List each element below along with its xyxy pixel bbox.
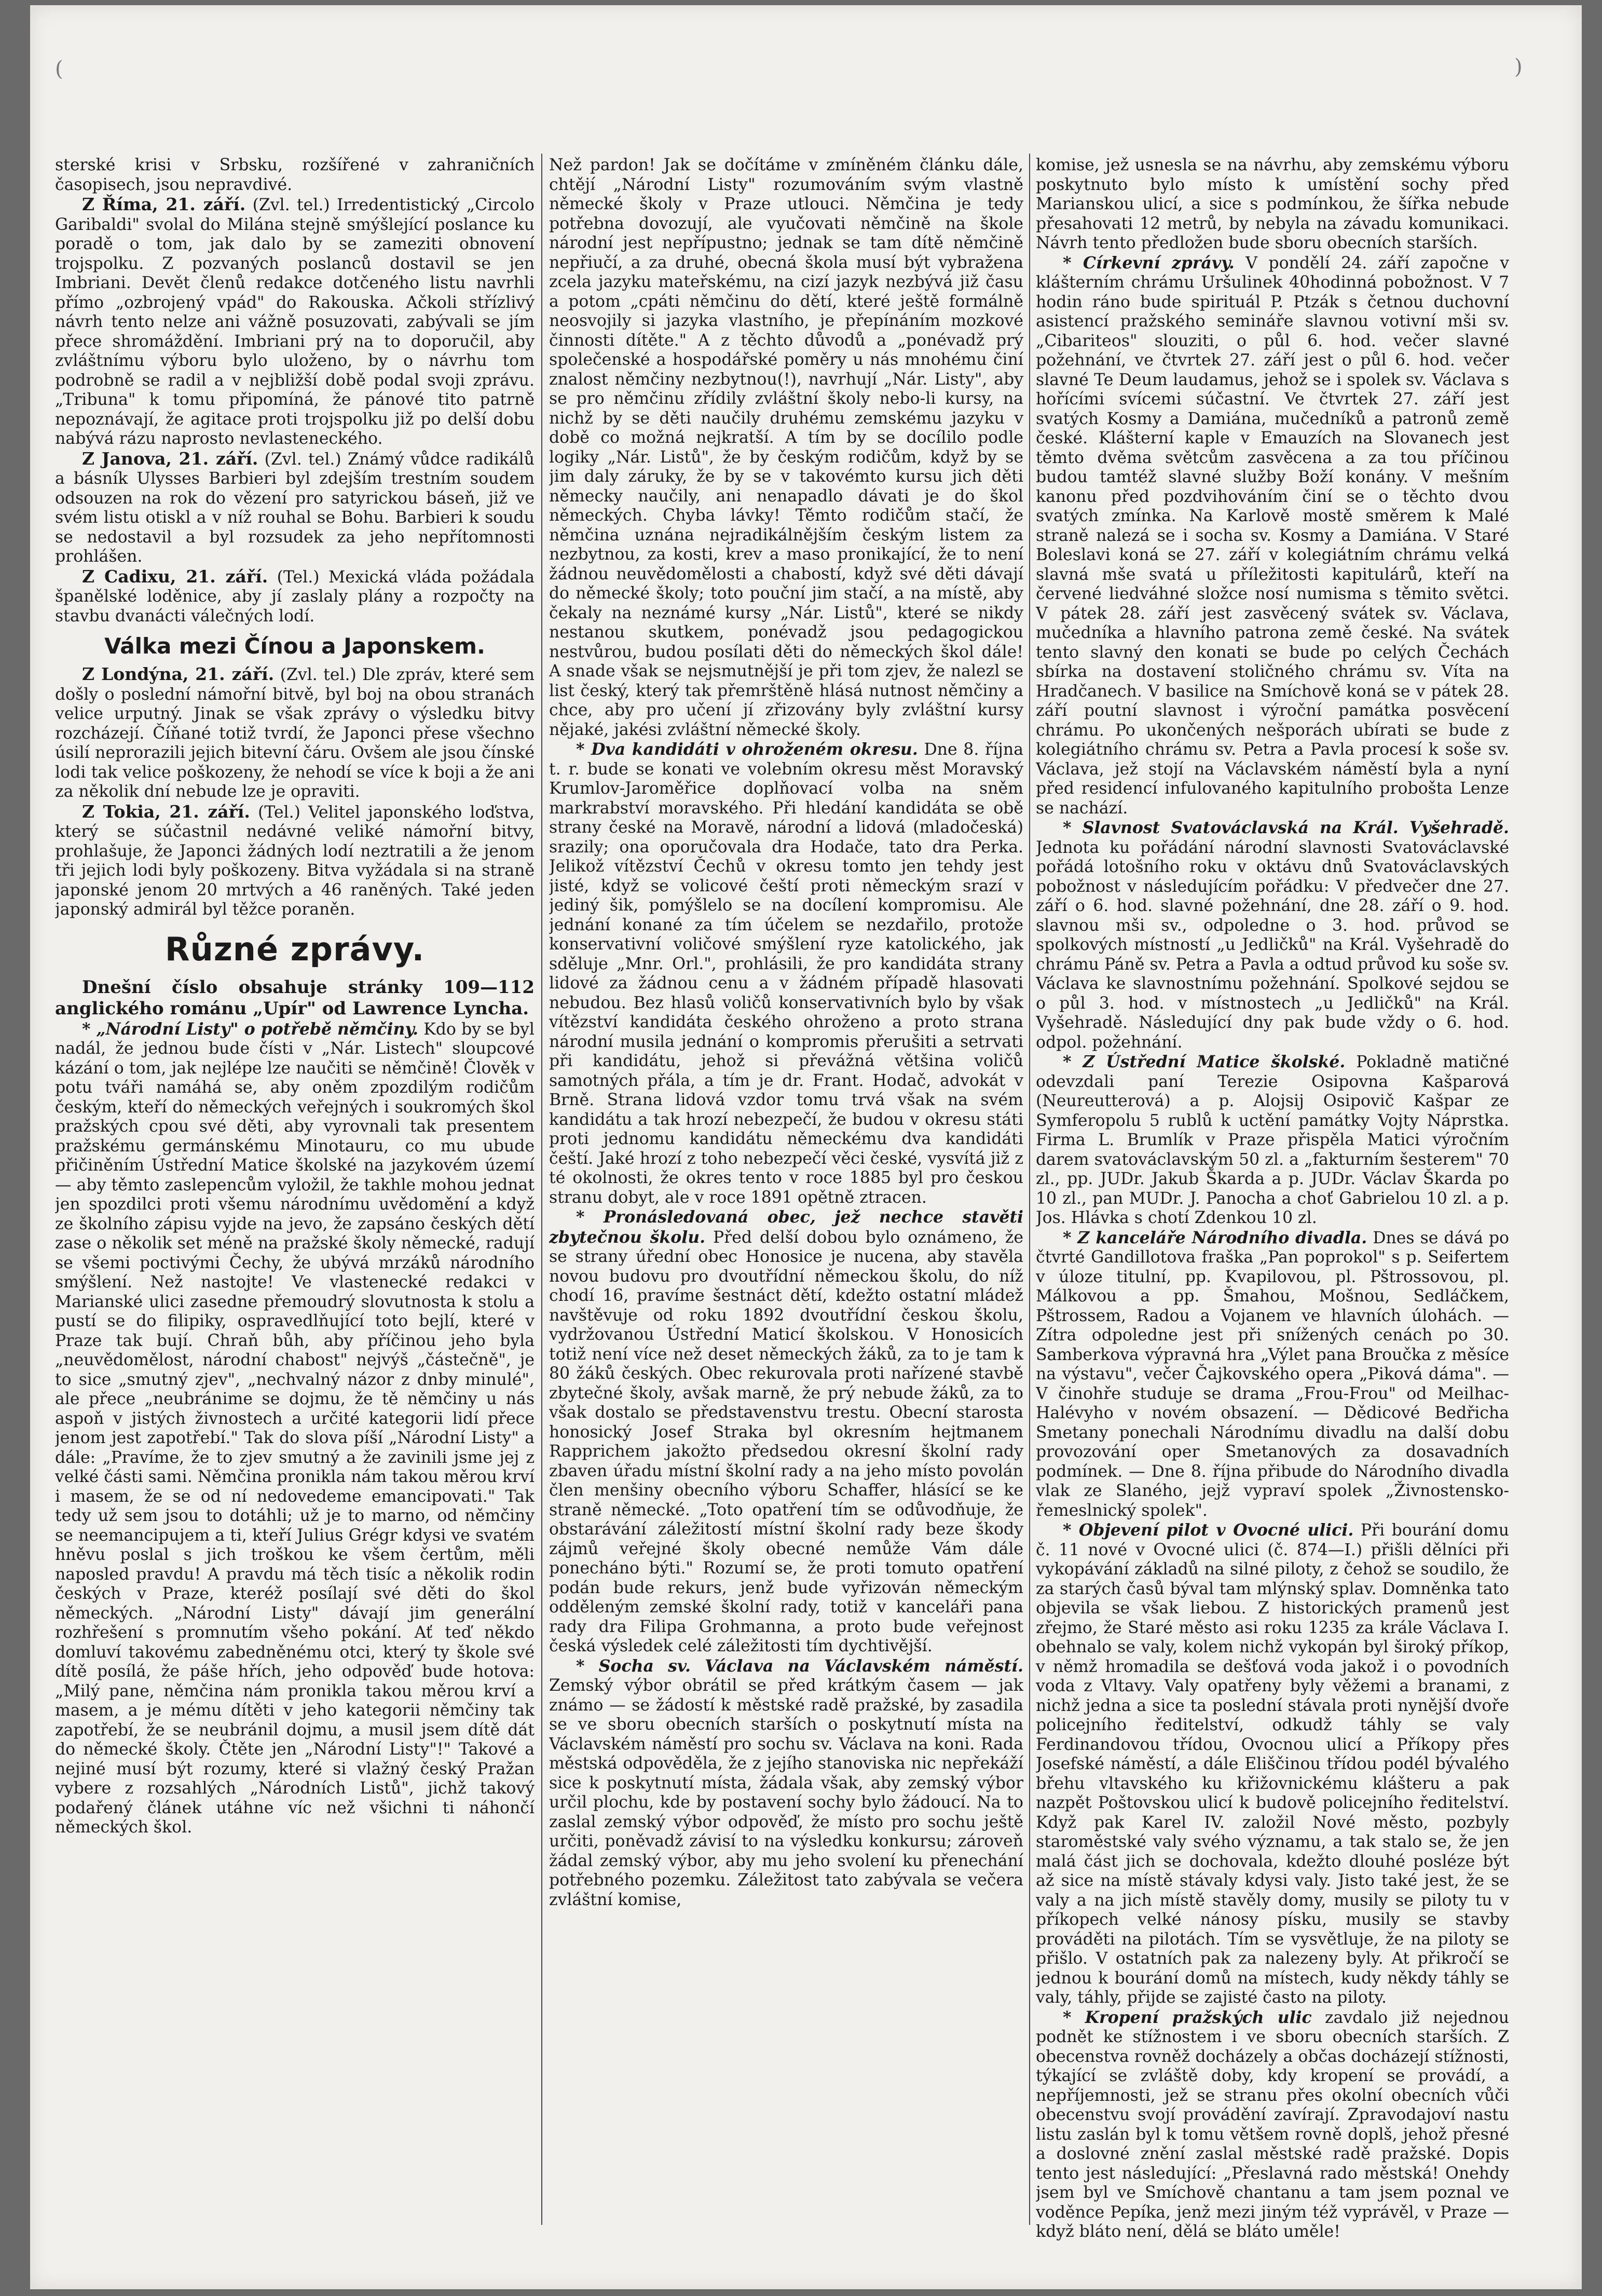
article-statue-wenceslas xyxy=(549,1656,1023,1910)
dateline: Z Tokia, 21. září. xyxy=(82,801,250,822)
column-rule xyxy=(541,154,542,2225)
margin-mark-right: ) xyxy=(1514,55,1523,79)
article-two-candidates xyxy=(549,740,1023,1207)
column-1 xyxy=(55,156,535,2248)
article-body: Dnes se dává po čtvrté Gandillotova fraška „Pan poprokol" s p. Seifertem v úloze titulní, pp. Kvapilovou, pl. Pštrossovou, pl. Málkovou a pp. Šmahou, Mošnou, Sedláčkem, Pštrossem, Radou a Vojanem ve hlavních úlohách. — Zítra odpoledne jest při snížených cenách po 30. Samberkova výpravná hra „Výlet pana Broučka z měsíce na výstavu", večer Čajkovského opera „Piková dáma". — V činohře studuje se drama „Frou-Frou" od Meilhac-Halévyho v novém obsazení. — Dědicové Bedřicha Smetany ponechali Národnímu divadlu na další dobu provozování oper Smetanových za dosavadních podmínek. — Dne 8. října přibude do Národního divadla vlak ze Slaného, jejž vypraví spolek „Živnostensko-řemeslnický spolek". xyxy=(1036,1228,1509,1520)
news-body: (Zvl. tel.) Známý vůdce radikálů a básník Ulysses Barbieri byl zdejším trestním soudem odsouzen na rok do vězení pro satyrickou báseň, již ve svém listu otiskl a v níž rouhal se Bohu. Barbieri k soudu se nedostavil a byl rozsudek za jeho nepřítomnosti prohlášen. xyxy=(55,450,535,566)
article-headline: * Z Ústřední Matice školské. xyxy=(1063,1052,1346,1071)
section-heading-war: Válka mezi Čínou a Japonskem. xyxy=(104,633,485,659)
news-body: (Zvl. tel.) Irredentistický „Circolo Garibaldi" svolal do Milána stejně smýšlející poslance ku poradě o tom, jak dalo by se zameziti obnovení trojspolku. Z pozvaných poslanců dostavil se jen Imbriani. Devět členů redakce dotčeného listu navrhli přímo „ozbrojený vpád" do Rakouska. Ačkoli střízlivý návrh tento nelze ani vážně posuzovati, zabývali se jím přece shromáždění. Imbriani prý na to doporučil, aby zvláštnímu výboru bylo uloženo, by o návrhu tom podrobně se radil a v nejbližší době podal svoji zprávu. „Tribuna" k tomu připomíná, že pánové tito patrně nepoznávají, že agitace proti trojspolku již po delší dobu nabývá rázu naprosto nevlasteneckého. xyxy=(55,196,535,448)
article-piles-discovery xyxy=(1036,1520,1509,2008)
article-body: Pokladně matičné odevzdali paní Terezie Osipovna Kašparová (Neureutterová) a p. Alojsij Osipovič Kašpar ze Symferopolu 5 rublů k uctění památky Vojty Náprstka. Firma L. Brumlík v Praze přispěla Matici výročním darem svatováclavským 50 zl. a „fakturním šesterem" 70 zl., pp. JUDr. Jakub Škarda a p. JUDr. Václav Škarda po 10 zl., pan MUDr. J. Panocha a choť Gabrielou 10 zl. a p. Jos. Hlávka s chotí Zdenkou 10 zl. xyxy=(1036,1053,1509,1227)
dateline: Z Londýna, 21. září. xyxy=(82,664,275,684)
serial-notice: Dnešní číslo obsahuje stránky 109—112 anglického románu „Upír" od Lawrence Lyncha. xyxy=(55,976,535,1019)
article-body: V pondělí 24. září započne v klášterním chrámu Uršulinek 40hodinná pobožnost. V 7 hodin ráno bude spirituál P. Ptzák s četnou duchovní asistencí pražského semináře slavnou votivní mši sv. „Cibariteos" slouziti, o půl 6. hod. večer slavné požehnání, ve čtvrtek 27. září jest o půl 6. hod. večer slavné Te Deum laudamus, jehož se i spolek sv. Václava s hořícími svícemi súčastní. Ve čtvrtek 27. září jest svatých Kosmy a Damiána, mučedníků a patronů země české. Klášterní kaple v Emauzích na Slovanech jest těmto dvěma světcům zasvěcena a za tou příčinou budou tamtéž slavné služby Boží konány. V mešním kanonu před pozdvihováním činí se o těchto dvou svatých zmínka. Na Karlově mostě směrem k Malé straně nalezá se i socha sv. Kosmy a Damiána. V Staré Boleslavi koná se 27. září v kolegiátním chrámu velká slavná mše svatá u příležitosti kapitulárů, kteří na červené liedváhné složce nosí numisma s těmito světci. V pátek 28. září jest zasvěcený svátek sv. Václava, mučedníka a hlavního patrona země české. Na svátek tento slavný den konati se bude po celých Čechách sbírka na dostavení stoličného chrámu sv. Víta na Hradčanech. V basilice na Smíchově koná se v pátek 28. září poutní slavnost i výroční památka posvěcení chrámu. Po ukončených nešporách ubírati se bude z kolegiátního chrámu sv. Petra a Pavla procesí k soše sv. Václava, jež stojí na Václavském náměstí byla a nyní před residencí infulovaného kapitulního probošta Lenze se nachází. xyxy=(1036,253,1509,818)
article-headline: * Slavnost Svatováclavská na Král. Vyšehradě. xyxy=(1063,818,1509,837)
news-body: (Tel.) Mexická vláda požádala španělské loděnice, aby jí zaslaly plány a rozpočty na stavbu dvanácti válečných lodí. xyxy=(55,567,535,626)
column-2 xyxy=(549,156,1023,2248)
dateline: Z Říma, 21. září. xyxy=(82,194,246,214)
dateline: Z Janova, 21. září. xyxy=(82,448,258,469)
article-headline: * „Národní Listy" o potřebě němčiny. xyxy=(82,1019,419,1039)
article-body: Při bourání domu č. 11 nové v Ovocné ulici (č. 874—I.) přišli dělníci při vykopávání základů na silné piloty, z čehož se soudilo, že za starých časů býval tam mlýnský splav. Domněnka tato objevila se však liebou. Z historických pramenů jest zřejmo, že Staré město asi roku 1235 za krále Václava I. obehnalo se valy, kolem nichž vykopán byl široký příkop, v němž hromadila se dešťová voda jakož i o povodních voda z Vltavy. Valy opatřeny byly věžemi a branami, z nichž jedna a sice ta poslední stávala proti nynější dvoře policejního ředitelství, odkudž táhly se valy Ferdinandovou třídou, Ovocnou ulicí a Příkopy přes Josefské náměstí, a dále Eliščinou třídou podél bývalého břehu vltavského ku křižovnickému klášteru a pak nazpět Poštovskou ulicí k budově policejního ředitelství. Když pak Karel IV. založil Nové město, pozbyly staroměstské valy svého významu, a tak stalo se, že jen malá část jich se dochovala, kdežto dlouhé posléze být až sice na místě stávaly kdysi valy. Jisto také jest, že se valy a na jich místě stavěly domy, musily se piloty tu v příkopech velké nánosy písku, musily se stavby prováděti na pilotách. Tím se vysvětluje, že na piloty se přišlo. V ostatních pak za nalezeny byly. At přikročí se jednou k bourání domů na místech, kudy někdy táhly se valy, táhly, přijde se zajisté často na piloty. xyxy=(1036,1521,1509,2007)
news-item-rome xyxy=(55,195,535,449)
article-vysehrad-celebration xyxy=(1036,818,1509,1052)
article-body: Dne 8. října t. r. bude se konati ve volebním okresu měst Moravský Krumlov-Jaroměřice doplňovací volba na sněm markrabství moravského. Při hledání kandidáta se obě strany české na Moravě, národní a lidová (mladočeská) srazily; ona oporučovala dra Hodače, tato dra Perka. Jelikož vítězství Čechů v okresu tomto jen tehdy jest jisté, když se volicové čeští proti německým srazí v jediný šik, pomýšlelo se na docílení kompromisu. Ale jednání konané za tím účelem se nezdařilo, protože konservativní voličové smýšlení ryze katolického, jak sděluje „Mnr. Orl.", prohlásili, že pro kandidáta strany lidové za žádnou cenu a v žádném případě hlasovati nebudou. Bez hlasů voličů konservativních bylo by však vítězství kandidáta českého ohroženo a proto strana národní musila jednání o kompromis přerušiti a setrvati při kandidátu, jehož si převážná většina voličů samotných přála, a tím je dr. Frant. Hodač, advokát v Brně. Strana lidová vzdor tomu trvá však na svém kandidátu a tak hrozí nebezpečí, že budou v okresu státi proti jednomu kandidátu německému dva kandidáti čeští. Jaké hrozí z toho nebezpečí věci české, vysvítá již z té okolnosti, že okres tento v roce 1885 byl pro českou stranu dobyt, ale v roce 1891 opětně ztracen. xyxy=(549,740,1023,1207)
article-matice xyxy=(1036,1052,1509,1228)
article-body: Jednota ku pořádání národní slavnosti Svatováclavské pořádá lotošního roku v oktávu dnů Svatováclavských pobožnost v následujícím pořádku: V předvečer dne 27. září o 6. hod. slavné požehnání, dne 28. září o 9. hod. slavnou mši sv., odpoledne o 3. hod. průvod se spolkových místností „u Jedličků" na Král. Vyšehradě do chrámu Páně sv. Petra a Pavla a odtud průvod ku soše sv. Václava ke slavnostnímu požehnání. Spolkové sejdou se o půl 3. hod. v místnostech „u Jedličků" na Král. Vyšehradě. Následující dny pak bude vždy o 6. hod. odpol. požehnání. xyxy=(1036,838,1509,1052)
article-headline: * Socha sv. Václava na Václavském náměstí. xyxy=(576,1656,1023,1676)
article-headline: * Pronásledovaná obec, jež nechce stavěti zbytečnou školu. xyxy=(549,1207,1023,1247)
article-body: Kdo by se byl nadál, že jednou bude čísti v „Nár. Listech" sloupcové kázání o tom, jak nejlépe lze naučiti se němčině! Člověk v potu tváři namáhá se, aby oněm zpozdilým rodičům českým, kteří do německých veřejných i soukromých škol pražských cpou své děti, aby vyrovnali tak presentem pražskému germánskému Minotauru, co mu ubude přičiněním Ústřední Matice školské na jazykovém území — aby těmto zaslepencům vyložil, že takhle mohou jednat jen spozdilci proti všemu národnímu uvědomění a když ze školního zápisu vyjde na jevo, že zapsáno českých dětí zase o několik set méně na pražské školy německé, radují se všemi poctivými Čechy, že ubývá mrzáků národního smýšlení. Než nastojte! Ve vlastenecké redakci v Marianské ulici zasedne přemoudrý slovutnosta k stolu a pustí se do filipiky, ospravedlňující toto bejlí, které v Praze tak bují. Chraň bůh, aby příčinou jeho byla „neuvědomělost, národní chabost" nejvýš „částečně", je to sice „smutný zjev", „nechvalný názor z dnby minulé", ale přece „neubránime se dojmu, že tě němčiny u nás aspoň v jistých živnostech a určité kategorii lidí přece jenom jest zapotřebí." Tak do slova píší „Národní Listy" a dále: „Pravíme, že to zjev smutný a že zavinili jsme jej z velké části sami. Němčina pronikla nám takou měrou krví i masem, že se od ní nedovedeme emancipovati." Tak tedy už sem jsou to dotáhli; už je to marno, od němčiny se neemancipujem a ti, kteří Julius Grégr kdysi ve svatém hněvu poslal s jich troškou ke všem čertům, měli naposled pravdu! A pravdu má těch tisíc a několik rodin českých v Praze, kteréž posílají své děti do škol německých. „Národní Listy" dávají jim generální rozhřešení s promnutím všeho pokání. Ať teď někdo domluví takovému zabedněnému otci, který ty škole své dítě posílá, že páše hřích, jeho odpověď bude hotova: „Milý pane, němčina nám pronikla takou měrou krví a masem, a je mému dítěti v jeho kategorii němčiny tak zapotřebí, že se neubránil dojmu, a musil jsem dítě dát do německé školy. Čtěte jen „Národní Listy"!" Takové a nejiné musí být rozumy, které si vlažný český Pražan vybere z rozsahlých „Národních Listů", jichž takový podařený článek utáhne víc než všichni ti náhončí německých škol. xyxy=(55,1020,535,1837)
article-headline: * Z kanceláře Národního divadla. xyxy=(1063,1228,1367,1247)
dateline: Z Cadixu, 21. září. xyxy=(82,566,268,587)
article-church-news xyxy=(1036,253,1509,819)
article-national-theatre xyxy=(1036,1228,1509,1521)
newspaper-page xyxy=(30,5,1582,2289)
column-3 xyxy=(1036,156,1509,2248)
news-body: (Tel.) Velitel japonského loďstva, který se súčastnil nedávné veliké námořní bitvy, prohlašuje, že Japonci žádných lodí neztratili a že jenom tři jejich lodi byly poškozeny. Bitva vyžádala si na straně japonské jenom 20 mrtvých a 46 raněných. Také jeden japonský admirál byl těžce poraněn. xyxy=(55,803,535,919)
column-rule xyxy=(1029,154,1030,2225)
margin-mark-left: ( xyxy=(55,57,63,81)
news-item-cadiz xyxy=(55,567,535,627)
article-persecuted-village xyxy=(549,1207,1023,1656)
article-headline: * Objevení pilot v Ovocné ulici. xyxy=(1063,1520,1354,1540)
article-narodni-listy xyxy=(55,1020,535,1838)
article-headline: * Kropení pražských ulic xyxy=(1063,2007,1312,2027)
news-item-london xyxy=(55,664,535,802)
news-item-genoa xyxy=(55,449,535,567)
section-heading-news: Různé zprávy. xyxy=(165,930,425,968)
article-body: Zemský výbor obrátil se před krátkým časem — jak známo — se žádostí k městské radě pražské, by zasadila se ve sboru obecních starších o poskytnutí místa na Václavském náměstí pro sochu sv. Václava na koni. Rada městská odpověděla, že z jejího stanoviska nic nepřekáží sice k poskytnutí místa, žádala však, aby zemský výbor určil plochu, kde by postavení sochy bylo žádoucí. Na to zaslal zemský výbor odpověď, že místo pro sochu ještě určiti, poněvadž závisí to na výsledku konkursu; zároveň žádal zemský výbor, aby mu jeho svolení ku přenechání potřebného pozemku. Záležitost tato zabývala se večera zvláštní komise, xyxy=(549,1676,1023,1909)
news-body: (Zvl. tel.) Dle zpráv, které sem došly o poslední námořní bitvě, byl boj na obou stranách velice urputný. Jinak se však zprávy o výsledku bitvy rozcházejí. Číňané totiž tvrdí, že Japonci přese všechno úsilí neprorazili jejich bitevní čáru. Ovšem ale jsou čínské lodi tak velice poškozeny, že nehodí se více k boji a že ani za několik dní nebude lze je opraviti. xyxy=(55,665,535,801)
article-body: Před delší dobou bylo oznámeno, že se strany úřední obec Honosice je nucena, aby stavěla novou budovu pro dvoutřídní německou školu, do níž chodí 16, pravíme šestnáct dětí, kdežto ostatní mládež navštěvuje od roku 1892 dvoutřídní českou školu, vydržovanou Ústřední Maticí školskou. V Honosicích totiž není více než deset německých žáků, za to je tam k 80 žáků českých. Obec rekurovala proti nařízené stavbě zbytečné školy, avšak marně, že prý nebude žáků, za to však dostalo se představenstvu trestu. Obecní starosta honosický Josef Straka byl okresním hejtmanem Rapprichem jakožto předsedou okresní školní rady zbaven úřadu místní školní rady a na jeho místo povolán člen menšiny obecního výboru Schaffer, hlásící se ke straně německé. „Toto opatření tím se odůvodňuje, že obstarávání záležitostí místní školní rady beze škody zájmů veřejné školy obecné nemůže Vám dále ponecháno býti." Rozumí se, že proti tomuto opatření podán bude rekurs, jenž bude vyřizován německým odděleným zemské školní rady, totiž v kanceláři pana rady dra Filipa Grohmanna, a proto bude veřejnost česká výsledek celé záležitosti tím dychtivější. xyxy=(549,1228,1023,1655)
article-street-watering xyxy=(1036,2008,1509,2242)
article-headline: * Církevní zprávy. xyxy=(1063,253,1235,273)
article-body: zavdalo již nejednou podnět ke stížnostem i ve sboru obecních starších. Z obecenstva rovněž docházely a občas docházejí stížnosti, týkající se zvláště doby, kdy kropení se provádí, a nepříjemnosti, jež se stranu přes okolní obecních vůči obecenstvu svojí provádění zavírají. Zpravodajoví nastu listu zaslán byl k tomu většem rovně doplš, jehož přesné a doslovné znění zaslal městské radě pražské. Dopis tento jest následující: „Přeslavná rado městská! Onehdy jsem byl ve Smíchově chantanu a tam jsem poznal ve voděnce Pepíka, jenž mezi jiným též vyprávěl, v Praze — když bláto není, dělá se bláto uměle! xyxy=(1036,2008,1509,2241)
article-continuation: Než pardon! Jak se dočítáme v zmíněném článku dále, chtějí „Národní Listy" rozumováním svým vlastně německé školy v Praze utlouci. Němčina je tedy potřebna dovozují, ale vyučovati němčině na škole národní jest nepřípustno; jednak se tam dítě němčině nepřiučí, a za druhé, obecná škola musí být vybražena zcela jazyku mateřskému, na cizí jazyk nezbývá již času a potom „cpáti němčinu do dětí, které ještě formálně neosvojily si jazyka vlastního, je přepínáním mozkové činnosti dítěte." A z těchto důvodů a „ponévadž prý společenské a hospodářské poměry u nás mnohému činí znalost němčiny nezbytnou(!), navrhují „Nár. Listy", aby se pro němčinu zřídily zvláštní školy nebo-li kursy, na nichž by se děti naučily druhému zemskému jazyku v době co možná nejkratší. A tím by se docílilo podle logiky „Nár. Listů", že by českým rodičům, když by se jim daly záruky, že by se v takovémto kursu jich děti německy naučily, ani nenapadlo dávati je do škol německých. Chyba lávky! Těmto rodičům stačí, že němčina uznána nejradikálnějším českým listem za nezbytnou, za kosti, krev a maso pronikající, že to není žádnou neuvědomělosti a chabostí, když své děti dávají do německé školy; toto pouční jim stačí, a na místě, aby čekaly na neznámé kursy „Nár. Listů", které se nikdy nestanou skutkem, ponévadž jsou pedagogickou nestvůrou, budou posílati děti do německých škol dále! A snade však se nejsmutnější je při tom zjev, že nalezl se list český, který tak přemrštěně hlásá nutnost němčiny a chce, aby pro učení jí zřizovány byly zvláštní kursy nějaké, jakési zvláštní německé školy. xyxy=(549,156,1023,739)
article-continuation: komise, jež usnesla se na návrhu, aby zemskému výboru poskytnuto bylo místo k umístění sochy před Marianskou ulicí, a sice s podmínkou, že šířka nebude přesahovati 12 metrů, by nebyla na závadu komunikaci. Návrh tento předložen bude sboru obecních starších. xyxy=(1036,156,1509,252)
news-item-tokyo xyxy=(55,802,535,920)
article-continuation: sterské krisi v Srbsku, rozšířené v zahraničních časopisech, jsou nepravdivé. xyxy=(55,156,535,194)
article-headline: * Dva kandidáti v ohroženém okresu. xyxy=(576,740,918,759)
